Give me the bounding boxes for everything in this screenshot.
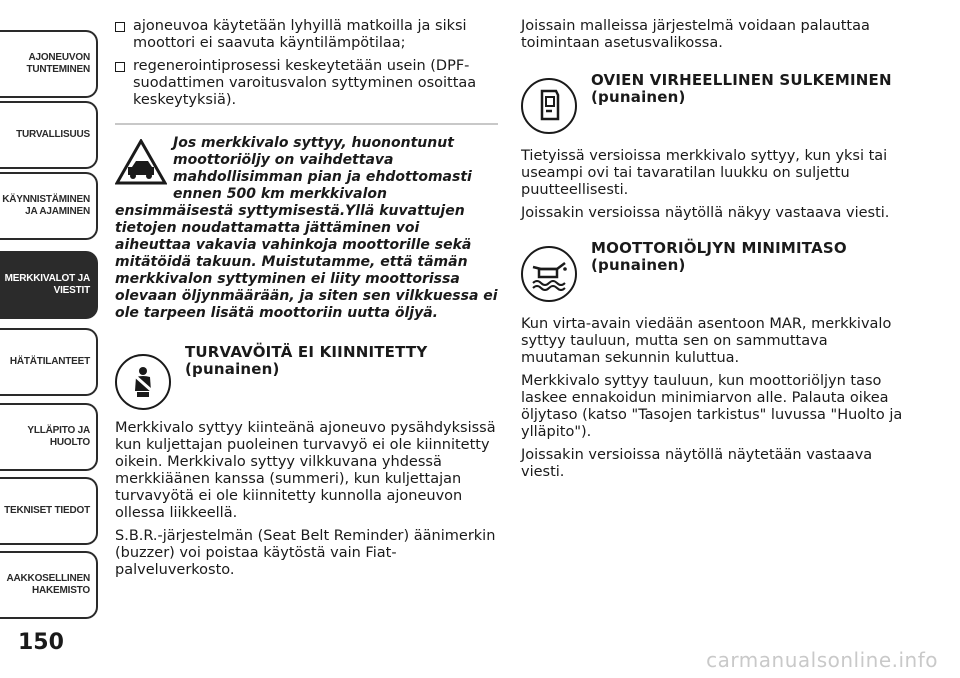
paragraph: Tietyissä versioissa merkkivalo syttyy, kun yksi tai useampi ovi tai tavaratilan luukku on suljettu puutteellisesti.	[521, 148, 888, 198]
warning-block	[115, 135, 500, 322]
tab-label: AJONEUVON TUNTEMINEN	[26, 52, 90, 75]
checkbox-bullet-icon	[115, 62, 125, 72]
checkbox-bullet-icon	[115, 22, 125, 32]
warning-text: Jos merkkivalo syttyy, huonontunut moottoriöljy on vaihdettava mahdollisimman pian ja ehdottomasti ennen 500 km merkkivalon ensimmäisestä syttymisestä.Yllä kuvattujen tietojen noudattamatta jättäminen voi aiheuttaa vakavia vahinkoja moottorille sekä mitätöidä takuun. Muistutamme, että tämän merkkivalon syttyminen ei liity moottorissa olevaan öljynmäärään, ja siten sen vilkkuessa ei ole tarpeen lisätä moottoriin uutta öljyä.	[115, 135, 498, 321]
bullet-text: ajoneuvoa käytetään lyhyillä matkoilla ja siksi moottori ei saavuta käyntilämpötilaa;	[133, 18, 467, 51]
door-section	[521, 72, 906, 138]
oil-can-icon	[521, 246, 577, 302]
paragraph: S.B.R.-järjestelmän (Seat Belt Reminder) äänimerkin (buzzer) voi poistaa käytöstä vain Fiat-palveluverkosto.	[115, 528, 496, 578]
watermark: carmanualsonline.info	[706, 648, 938, 672]
tab-yllapito[interactable]	[0, 403, 98, 471]
page-number: 150	[18, 630, 64, 655]
right-column	[521, 18, 906, 487]
tab-label: KÄYNNISTÄMINEN JA AJAMINEN	[2, 194, 90, 217]
paragraph: Joissakin versioissa näytöllä näytetään vastaava viesti.	[521, 447, 873, 480]
tab-turvallisuus[interactable]	[0, 101, 98, 169]
tab-label: YLLÄPITO JA HUOLTO	[27, 425, 90, 448]
section-title: OVIEN VIRHEELLINEN SULKEMINEN (punainen)	[591, 71, 892, 106]
oil-section	[521, 240, 906, 306]
seatbelt-icon	[115, 354, 171, 410]
warning-car-icon	[115, 139, 167, 185]
list-item	[115, 58, 500, 109]
seatbelt-section	[115, 344, 500, 410]
tab-label: TEKNISET TIEDOT	[4, 505, 90, 516]
paragraph: Merkkivalo syttyy kiinteänä ajoneuvo pysähdyksissä kun kuljettajan puoleinen turvavyö ei ole kiinnitetty oikein. Merkkivalo syttyy vilkkuvana yhdessä merkkiäänen kanssa (summeri), kun kuljettajan turvavyötä ei ole kiinnitetty kunnolla ajoneuvon ollessa liikkeellä.	[115, 420, 496, 521]
section-title: MOOTTORIÖLJYN MINIMITASO (punainen)	[591, 239, 847, 274]
tab-hatatilanteet[interactable]	[0, 328, 98, 396]
tab-label: HÄTÄTILANTEET	[9, 356, 90, 367]
section-title: TURVAVÖITÄ EI KIINNITETTY (punainen)	[185, 343, 428, 378]
left-column	[115, 18, 500, 585]
list-item	[115, 18, 500, 52]
tab-label: TURVALLISUUS	[16, 129, 90, 140]
paragraph: Merkkivalo syttyy tauluun, kun moottoriöljyn taso laskee ennakoidun minimiarvon alle. Palauta oikea öljytaso (katso "Tasojen tarkistus" luvussa "Huolto ja ylläpito").	[521, 373, 903, 440]
paragraph: Joissakin versioissa näytöllä näkyy vastaava viesti.	[521, 205, 890, 221]
paragraph: Joissain malleissa järjestelmä voidaan palauttaa toimintaan asetusvalikossa.	[521, 18, 870, 51]
tab-merkkivalot[interactable]	[0, 251, 98, 319]
door-open-icon	[521, 78, 577, 134]
tab-label: AAKKOSELLINEN HAKEMISTO	[6, 573, 90, 596]
tab-tekniset-tiedot[interactable]	[0, 477, 98, 545]
tab-aakkosellinen[interactable]	[0, 551, 98, 619]
bullet-text: regenerointiprosessi keskeytetään usein (DPF-suodattimen varoitusvalon syttyminen osoittaa keskeytyksiä).	[133, 58, 477, 108]
tab-kaynnistaminen[interactable]	[0, 172, 98, 240]
divider	[115, 123, 498, 125]
paragraph: Kun virta-avain viedään asentoon MAR, merkkivalo syttyy tauluun, mutta sen on sammuttava muutaman sekunnin kuluttua.	[521, 316, 892, 366]
tab-ajoneuvon-tunteminen[interactable]	[0, 30, 98, 98]
tab-label: MERKKIVALOT JA VIESTIT	[4, 273, 90, 296]
